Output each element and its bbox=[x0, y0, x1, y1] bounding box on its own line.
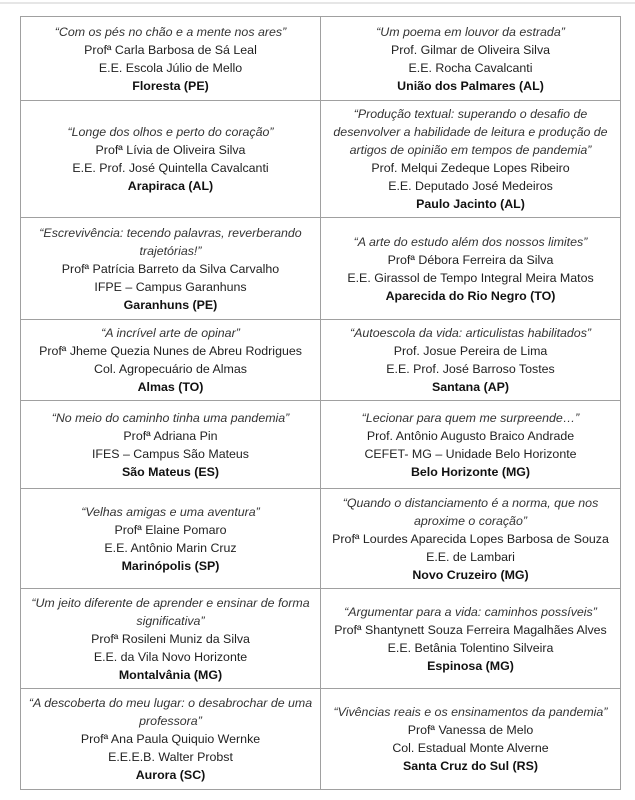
table-row bbox=[21, 689, 621, 790]
table-cell bbox=[321, 589, 621, 689]
city-name: Marinópolis (SP) bbox=[121, 558, 220, 573]
teacher-name: Profª Débora Ferreira da Silva bbox=[387, 252, 554, 267]
table-cell bbox=[321, 689, 621, 790]
table-cell bbox=[321, 320, 621, 401]
table-cell bbox=[21, 689, 321, 790]
teacher-name: Profª Rosileni Muniz da Silva bbox=[91, 631, 250, 646]
work-title: “Quando o distanciamento é a norma, que nos aproxime o coração” bbox=[342, 495, 599, 528]
table-cell bbox=[21, 589, 321, 689]
teacher-name: Profª Shantynett Souza Ferreira Magalhães Alves bbox=[334, 622, 607, 637]
teacher-name: Prof. Josue Pereira de Lima bbox=[393, 344, 548, 358]
school-name: IFPE – Campus Garanhuns bbox=[94, 279, 247, 294]
table-row bbox=[21, 489, 621, 589]
city-name: Almas (TO) bbox=[137, 380, 204, 394]
table-row bbox=[21, 401, 621, 489]
table-cell bbox=[321, 401, 621, 489]
school-name: CEFET- MG – Unidade Belo Horizonte bbox=[364, 446, 577, 461]
school-name: E.E. Prof. José Quintella Cavalcanti bbox=[72, 161, 269, 175]
school-name: E.E. da Vila Novo Horizonte bbox=[93, 649, 248, 664]
table-cell bbox=[321, 17, 621, 101]
teacher-name: Prof. Gilmar de Oliveira Silva bbox=[390, 42, 551, 57]
school-name: E.E. Girassol de Tempo Integral Meira Matos bbox=[347, 270, 594, 285]
city-name: Montalvânia (MG) bbox=[118, 667, 223, 682]
teacher-name: Profª Jheme Quezia Nunes de Abreu Rodrigues bbox=[39, 344, 302, 358]
work-title: “Argumentar para a vida: caminhos possíveis” bbox=[344, 604, 597, 619]
teacher-name: Profª Elaine Pomaro bbox=[114, 522, 227, 537]
table-cell bbox=[321, 489, 621, 589]
work-title: “Com os pés no chão e a mente nos ares” bbox=[54, 24, 287, 39]
work-title: “Vivências reais e os ensinamentos da pandemia” bbox=[333, 705, 608, 719]
work-title: “Produção textual: superando o desafio de desenvolver a habilidade de leitura e produção de artigos de opinião em tempos de pandemia” bbox=[333, 107, 608, 157]
city-name: Novo Cruzeiro (MG) bbox=[412, 567, 529, 582]
school-name: E.E. Escola Júlio de Mello bbox=[98, 60, 243, 75]
school-name: E.E. Prof. José Barroso Tostes bbox=[386, 362, 555, 376]
top-divider bbox=[0, 2, 635, 4]
table-cell bbox=[21, 489, 321, 589]
school-name: E.E. Betânia Tolentino Silveira bbox=[387, 640, 554, 655]
table-cell bbox=[21, 401, 321, 489]
table-row bbox=[21, 218, 621, 320]
work-title: “Lecionar para quem me surpreende…” bbox=[361, 410, 580, 425]
city-name: Santa Cruz do Sul (RS) bbox=[403, 759, 538, 773]
city-name: Belo Horizonte (MG) bbox=[410, 464, 531, 479]
work-title: “No meio do caminho tinha uma pandemia” bbox=[51, 410, 290, 425]
school-name: E.E. de Lambari bbox=[426, 549, 515, 564]
city-name: Aparecida do Rio Negro (TO) bbox=[385, 288, 556, 303]
city-name: Garanhuns (PE) bbox=[123, 297, 218, 312]
work-title: “Escrevivência: tecendo palavras, reverberando trajetórias!” bbox=[39, 225, 302, 258]
school-name: Col. Estadual Monte Alverne bbox=[392, 741, 549, 755]
table-row bbox=[21, 320, 621, 401]
work-title: “A incrível arte de opinar” bbox=[101, 326, 240, 340]
work-title: “Autoescola da vida: articulistas habilitados” bbox=[349, 326, 592, 340]
works-table bbox=[20, 16, 621, 790]
city-name: Paulo Jacinto (AL) bbox=[416, 197, 525, 211]
work-title: “Um jeito diferente de aprender e ensinar de forma significativa” bbox=[31, 595, 310, 628]
table-cell bbox=[21, 101, 321, 218]
work-title: “A arte do estudo além dos nossos limites” bbox=[353, 234, 588, 249]
school-name: E.E. Deputado José Medeiros bbox=[388, 179, 553, 193]
table-cell bbox=[21, 17, 321, 101]
table-cell bbox=[21, 320, 321, 401]
table-cell bbox=[321, 218, 621, 320]
teacher-name: Profª Vanessa de Melo bbox=[407, 723, 534, 737]
table-row bbox=[21, 589, 621, 689]
table-row bbox=[21, 17, 621, 101]
school-name: Col. Agropecuário de Almas bbox=[94, 362, 247, 376]
school-name: IFES – Campus São Mateus bbox=[91, 446, 250, 461]
work-title: “Velhas amigas e uma aventura” bbox=[81, 504, 260, 519]
teacher-name: Profª Ana Paula Quiquio Wernke bbox=[80, 732, 261, 746]
work-title: “Longe dos olhos e perto do coração” bbox=[67, 125, 274, 139]
teacher-name: Prof. Melqui Zedeque Lopes Ribeiro bbox=[371, 161, 570, 175]
school-name: E.E. Rocha Cavalcanti bbox=[408, 60, 533, 75]
table-cell bbox=[321, 101, 621, 218]
city-name: Aurora (SC) bbox=[135, 768, 206, 782]
city-name: União dos Palmares (AL) bbox=[397, 78, 544, 93]
work-title: “Um poema em louvor da estrada” bbox=[376, 24, 565, 39]
table-cell bbox=[21, 218, 321, 320]
work-title: “A descoberta do meu lugar: o desabrochar de uma professora” bbox=[28, 696, 313, 728]
teacher-name: Profª Adriana Pin bbox=[123, 428, 218, 443]
teacher-name: Prof. Antônio Augusto Braico Andrade bbox=[366, 428, 575, 443]
city-name: São Mateus (ES) bbox=[121, 464, 220, 479]
teacher-name: Profª Lourdes Aparecida Lopes Barbosa de Souza bbox=[332, 531, 609, 546]
school-name: E.E.E.B. Walter Probst bbox=[108, 750, 233, 764]
teacher-name: Profª Lívia de Oliveira Silva bbox=[95, 143, 246, 157]
teacher-name: Profª Patrícia Barreto da Silva Carvalho bbox=[61, 261, 280, 276]
city-name: Arapiraca (AL) bbox=[127, 179, 214, 193]
city-name: Espinosa (MG) bbox=[427, 658, 514, 673]
table-row bbox=[21, 101, 621, 218]
teacher-name: Profª Carla Barbosa de Sá Leal bbox=[84, 42, 257, 57]
city-name: Floresta (PE) bbox=[132, 78, 209, 93]
city-name: Santana (AP) bbox=[431, 380, 510, 394]
school-name: E.E. Antônio Marin Cruz bbox=[104, 540, 237, 555]
